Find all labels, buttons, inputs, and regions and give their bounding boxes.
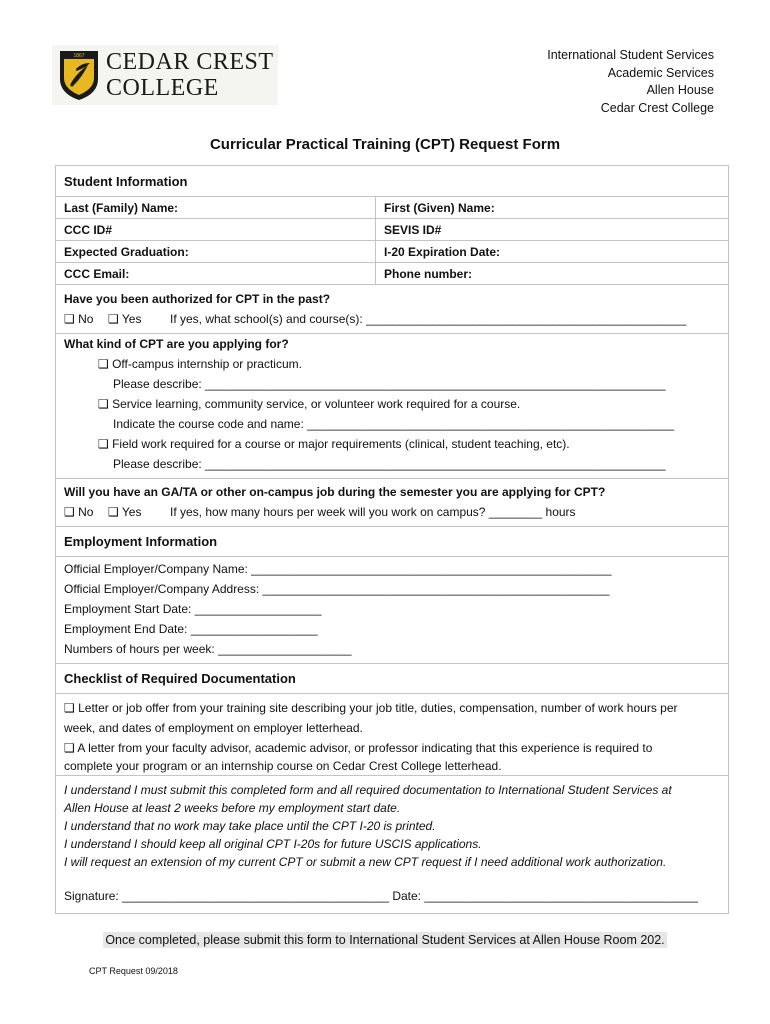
advisor-letter-text: complete your program or an internship course on Cedar Crest College letterhead. — [64, 759, 502, 773]
logo-line-1: CEDAR CREST — [106, 49, 274, 75]
id-row — [56, 219, 728, 241]
ccc-email-field[interactable]: CCC Email: — [56, 263, 376, 284]
employment-heading: Employment Information — [64, 534, 218, 549]
submission-note — [0, 933, 770, 947]
checklist-section-header — [56, 664, 728, 694]
field-work-checkbox[interactable]: ❑ Field work required for a course or major requirements (clinical, student teaching, etc). — [98, 437, 570, 451]
course-code-field[interactable]: Indicate the course code and name: _______________________________________________________ — [113, 417, 675, 431]
advisor-letter-checkbox[interactable]: ❑ A letter from your faculty advisor, academic advisor, or professor indicating that this experience is required to — [64, 741, 653, 755]
phone-number-field[interactable]: Phone number: — [384, 266, 473, 281]
offer-letter-text: week, and dates of employment on employer letterhead. — [64, 721, 363, 735]
address-line: Allen House — [646, 83, 714, 97]
college-crest-icon — [58, 49, 100, 101]
name-row — [56, 197, 728, 219]
ga-ta-question: Will you have an GA/TA or other on-campus job during the semester you are applying for CPT? — [64, 485, 606, 499]
ga-ta-section — [56, 479, 728, 527]
agreement-line: Allen House at least 2 weeks before my employment start date. — [64, 801, 401, 815]
submission-note-text: Once completed, please submit this form to International Student Services at Allen House Room 202. — [105, 933, 665, 947]
employment-start-date-field[interactable]: Employment Start Date: ___________________ — [64, 602, 322, 616]
college-logo — [52, 45, 278, 105]
field-work-describe-field[interactable]: Please describe: _____________________________________________________________________ — [113, 457, 666, 471]
hours-per-week-field[interactable]: Numbers of hours per week: ____________________ — [64, 642, 352, 656]
form-version-code: CPT Request 09/2018 — [89, 966, 178, 976]
prior-cpt-yes-checkbox[interactable]: ❑ Yes — [108, 312, 142, 326]
agreement-section — [56, 776, 728, 915]
office-address — [547, 47, 714, 117]
prior-cpt-no-checkbox[interactable]: ❑ No — [64, 312, 94, 326]
service-learning-checkbox[interactable]: ❑ Service learning, community service, or volunteer work required for a course. — [98, 397, 521, 411]
cpt-kind-section — [56, 334, 728, 479]
employment-end-date-field[interactable]: Employment End Date: ___________________ — [64, 622, 318, 636]
last-name-field[interactable]: Last (Family) Name: — [56, 197, 376, 218]
agreement-line: I will request an extension of my current CPT or submit a new CPT request if I need additional work authorization. — [64, 855, 667, 869]
contact-row — [56, 263, 728, 285]
student-info-heading: Student Information — [64, 173, 188, 189]
i20-expiration-field[interactable]: I-20 Expiration Date: — [384, 244, 501, 259]
logo-year: 1867 — [73, 53, 85, 59]
employer-address-field[interactable]: Official Employer/Company Address: ____________________________________________________ — [64, 582, 610, 596]
student-info-section-header — [56, 166, 728, 197]
ga-ta-no-checkbox[interactable]: ❑ No — [64, 505, 94, 519]
checklist-heading: Checklist of Required Documentation — [64, 671, 296, 686]
dates-row — [56, 241, 728, 263]
sevis-id-field[interactable]: SEVIS ID# — [384, 222, 442, 237]
logo-line-2: COLLEGE — [106, 75, 219, 101]
form-title: Curricular Practical Training (CPT) Request Form — [209, 136, 561, 153]
ga-ta-hours-field[interactable]: If yes, how many hours per week will you work on campus? ________ hours — [170, 505, 576, 519]
address-line: International Student Services — [547, 48, 714, 62]
prior-cpt-section — [56, 285, 728, 334]
agreement-line: I understand I should keep all original CPT I-20s for future USCIS applications. — [64, 837, 482, 851]
first-name-field[interactable]: First (Given) Name: — [384, 200, 495, 215]
prior-cpt-followup[interactable]: If yes, what school(s) and course(s): ________________________________________________ — [170, 312, 687, 326]
ccc-id-field[interactable]: CCC ID# — [56, 219, 376, 240]
logo-wordmark — [106, 49, 274, 101]
cpt-request-form — [55, 165, 729, 914]
expected-graduation-field[interactable]: Expected Graduation: — [56, 241, 376, 262]
off-campus-internship-checkbox[interactable]: ❑ Off-campus internship or practicum. — [98, 357, 302, 371]
ga-ta-yes-checkbox[interactable]: ❑ Yes — [108, 505, 142, 519]
offer-letter-checkbox[interactable]: ❑ Letter or job offer from your training site describing your job title, duties, compensation, number of work hours per — [64, 701, 678, 715]
employment-section-header — [56, 527, 728, 557]
prior-cpt-question: Have you been authorized for CPT in the past? — [64, 292, 331, 306]
signature-date-field[interactable]: Signature: ________________________________________ Date: _________________________________________ — [64, 889, 698, 903]
cpt-kind-question: What kind of CPT are you applying for? — [64, 337, 289, 351]
internship-describe-field[interactable]: Please describe: _____________________________________________________________________ — [113, 377, 666, 391]
checklist-section — [56, 694, 728, 776]
employment-section — [56, 557, 728, 664]
agreement-line: I understand that no work may take place until the CPT I-20 is printed. — [64, 819, 436, 833]
agreement-line: I understand I must submit this completed form and all required documentation to International Student Services at — [64, 783, 672, 797]
address-line: Academic Services — [607, 65, 714, 80]
address-line: Cedar Crest College — [600, 100, 714, 115]
employer-name-field[interactable]: Official Employer/Company Name: ______________________________________________________ — [64, 562, 612, 576]
